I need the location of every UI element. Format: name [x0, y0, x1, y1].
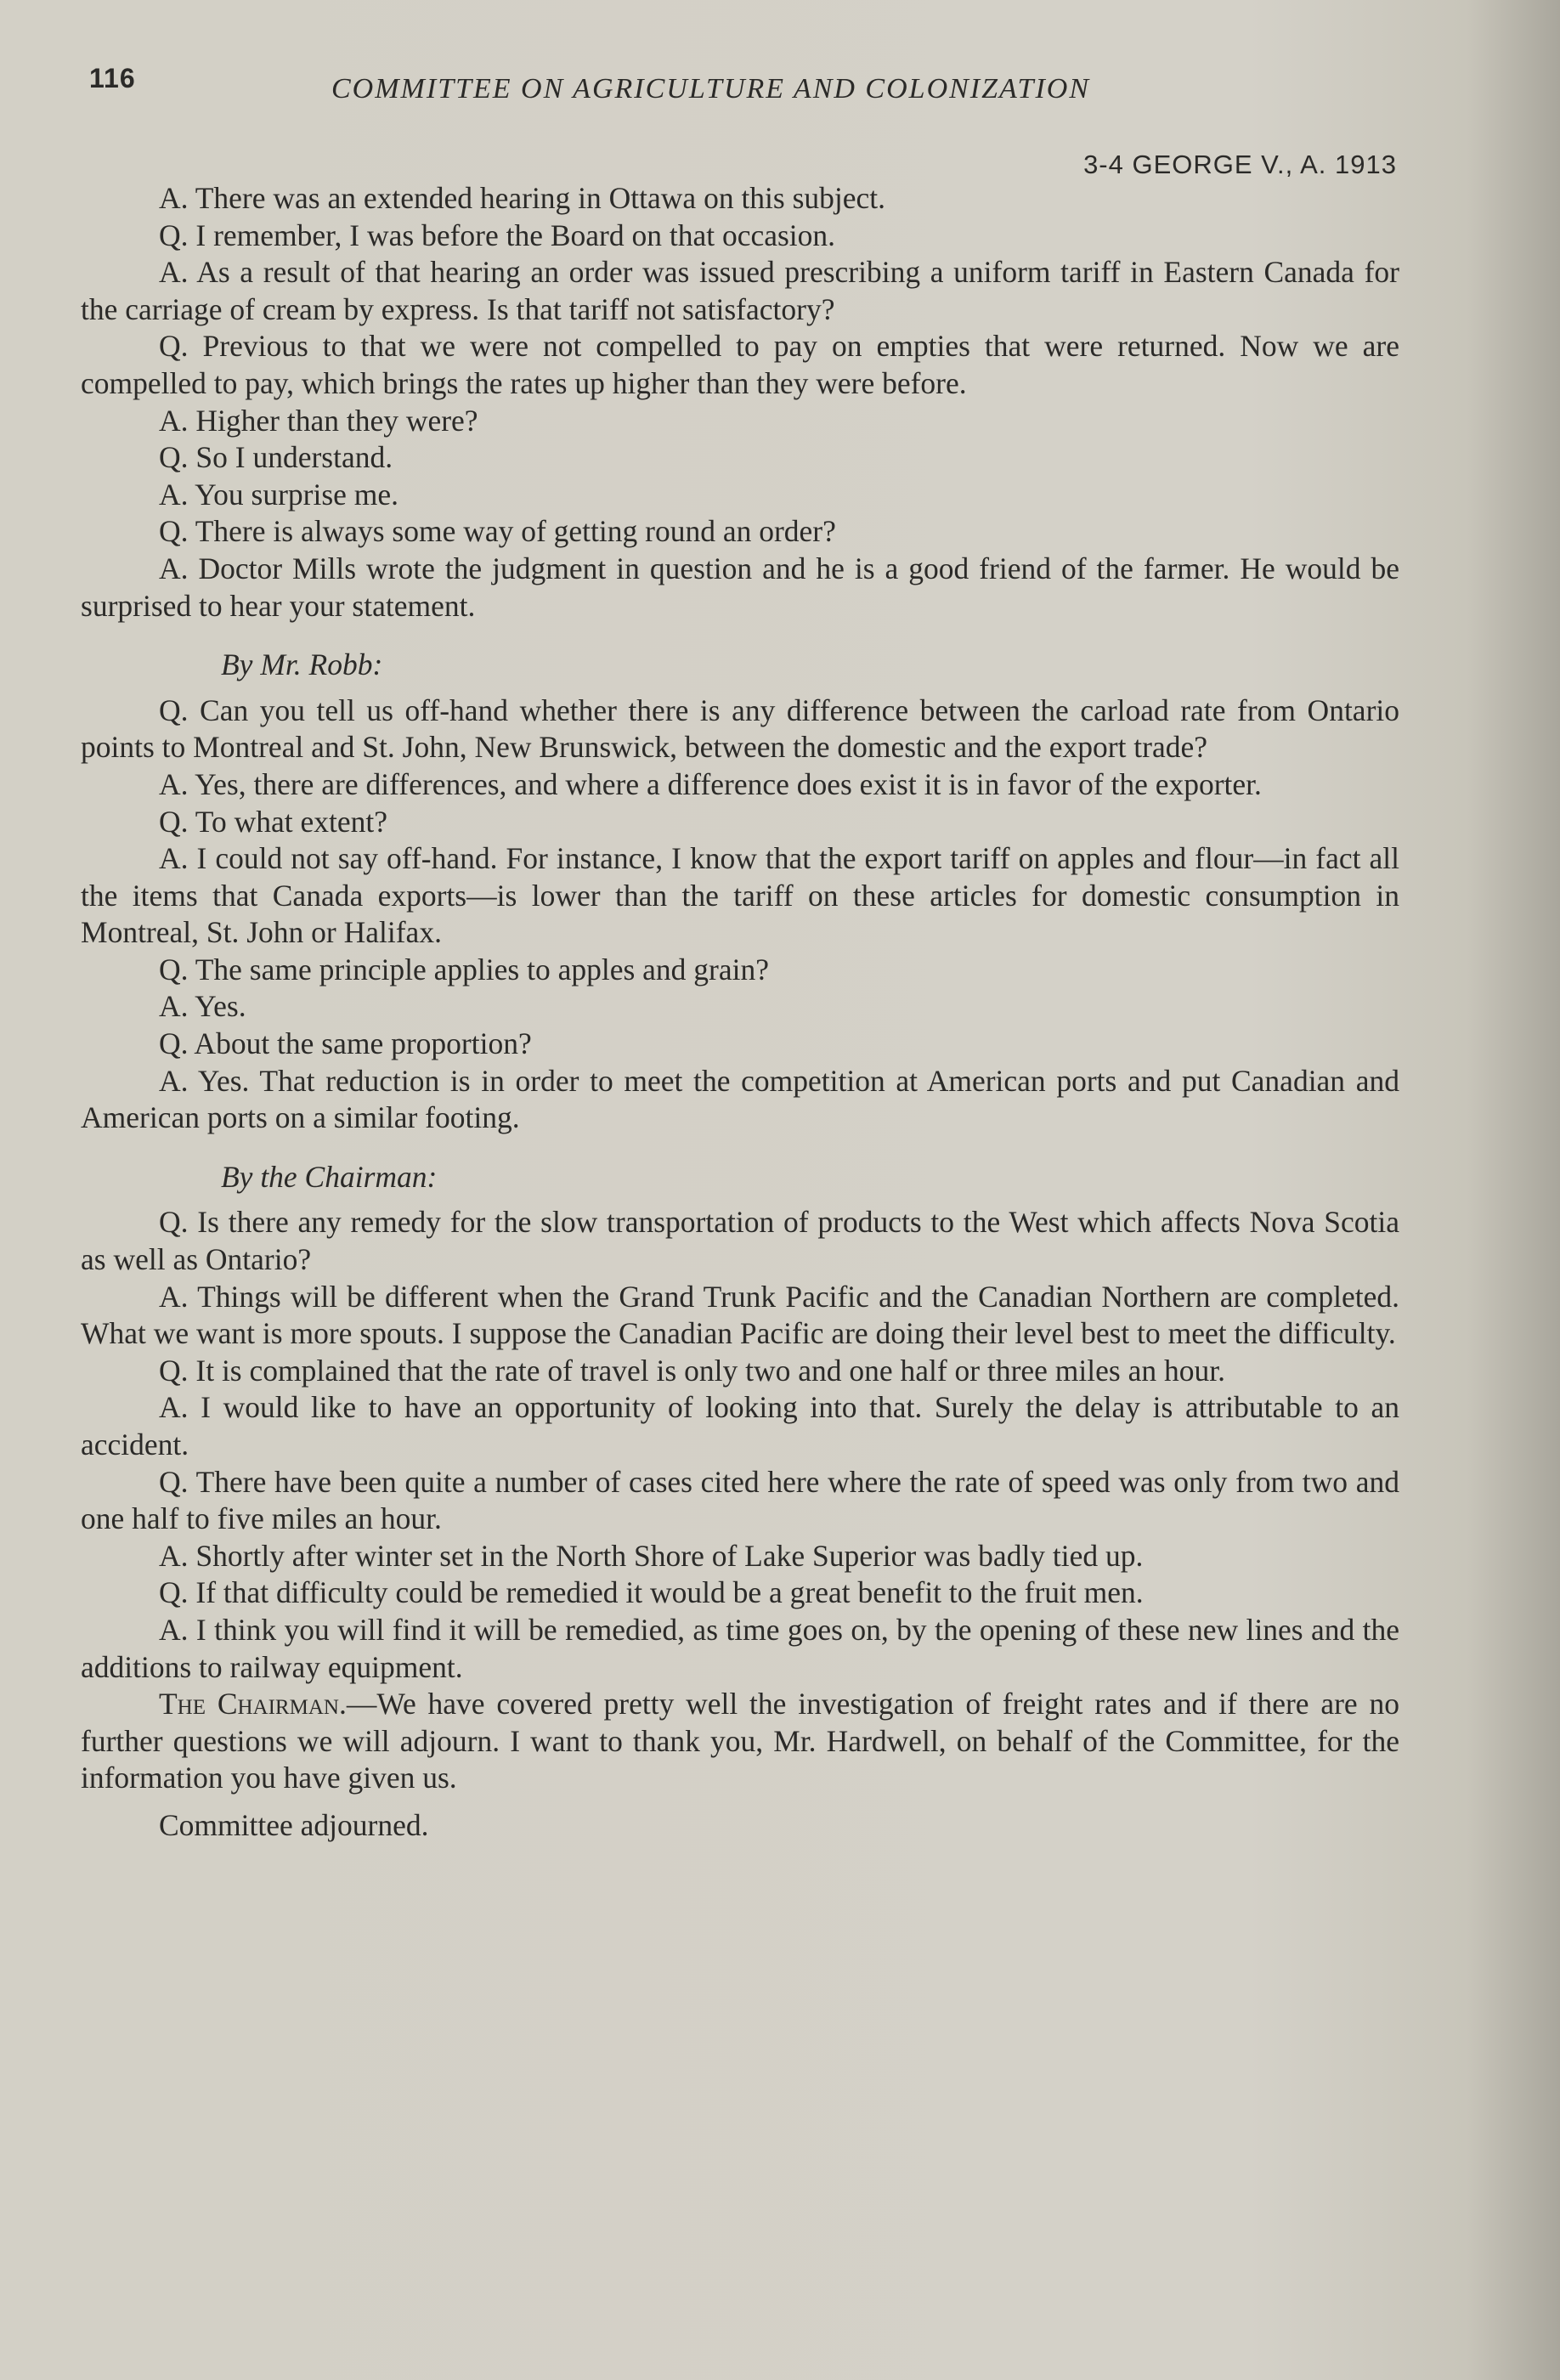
paragraph: Q. Is there any remedy for the slow transportation of products to the West which affects Nova Scotia as well as Ontario?	[81, 1205, 1399, 1277]
paragraph: A. Higher than they were?	[159, 403, 478, 438]
section-heading-chairman: By the Chairman:	[221, 1159, 438, 1194]
paragraph: Q. I remember, I was before the Board on that occasion.	[159, 218, 836, 252]
speaker-name: The Chairman.	[159, 1687, 347, 1721]
paragraph: Q. The same principle applies to apples and grain?	[159, 952, 769, 986]
paragraph: A. Shortly after winter set in the North Shore of Lake Superior was badly tied up.	[159, 1538, 1144, 1573]
paragraph: Q. It is complained that the rate of travel is only two and one half or three miles an hour.	[159, 1353, 1225, 1388]
paragraph: Q. There is always some way of getting round an order?	[159, 514, 836, 549]
statement-text: —We have covered pretty well the investigation of freight rates and if there are no further questions we will adjourn. I want to thank you, Mr. Hardwell, on behalf of the Committee, for the information you have given us.	[81, 1687, 1399, 1795]
paragraph: A. As a result of that hearing an order was issued prescribing a uniform tariff in Eastern Canada for the carriage of cream by express. Is that tariff not satisfactory?	[81, 255, 1399, 326]
paragraph: A. I could not say off-hand. For instance, I know that the export tariff on apples and flour—in fact all the items that Canada exports—is lower than the tariff on these articles for domestic consumption in Montreal, St. John or Halifax.	[81, 841, 1399, 950]
running-title: COMMITTEE ON AGRICULTURE AND COLONIZATION	[331, 73, 1091, 105]
closing-line: Committee adjourned.	[159, 1807, 429, 1842]
paragraph: A. There was an extended hearing in Ottawa on this subject.	[159, 181, 886, 215]
session-label: 3-4 GEORGE V., A. 1913	[1083, 150, 1397, 179]
paragraph: A. I would like to have an opportunity of looking into that. Surely the delay is attributable to an accident.	[81, 1390, 1399, 1461]
paragraph: A. Yes, there are differences, and where a difference does exist it is in favor of the exporter.	[159, 766, 1262, 801]
page-number: 116	[89, 63, 136, 93]
paragraph: A. You surprise me.	[159, 477, 399, 512]
paragraph: Q. So I understand.	[159, 440, 393, 475]
paragraph: Q. If that difficulty could be remedied it would be a great benefit to the fruit men.	[159, 1575, 1144, 1610]
paragraph: Q. To what extent?	[159, 804, 387, 839]
paragraph: Q. Can you tell us off-hand whether there is any difference between the carload rate from Ontario points to Montreal and St. John, New Brunswick, between the domestic and the export trade?	[81, 693, 1399, 765]
section-heading-robb: By Mr. Robb:	[221, 647, 383, 682]
paragraph: Q. Previous to that we were not compelled to pay on empties that were returned. Now we are compelled to pay, which brings the rates up higher than they were before.	[81, 329, 1399, 400]
paragraph: A. I think you will find it will be remedied, as time goes on, by the opening of these new lines and the additions to railway equipment.	[81, 1612, 1399, 1684]
paragraph: Q. About the same proportion?	[159, 1026, 532, 1061]
paragraph: Q. There have been quite a number of cases cited here where the rate of speed was only from two and one half to five miles an hour.	[81, 1464, 1399, 1536]
paragraph: A. Yes. That reduction is in order to meet the competition at American ports and put Canadian and American ports on a similar footing.	[81, 1063, 1399, 1135]
chairman-statement	[81, 1686, 1399, 1797]
body-text	[81, 180, 1399, 1845]
paragraph: A. Yes.	[159, 989, 246, 1024]
paragraph: A. Doctor Mills wrote the judgment in question and he is a good friend of the farmer. He would be surprised to hear your statement.	[81, 551, 1399, 623]
paragraph: A. Things will be different when the Grand Trunk Pacific and the Canadian Northern are completed. What we want is more spouts. I suppose the Canadian Pacific are doing their level best to meet the difficulty.	[81, 1279, 1399, 1351]
